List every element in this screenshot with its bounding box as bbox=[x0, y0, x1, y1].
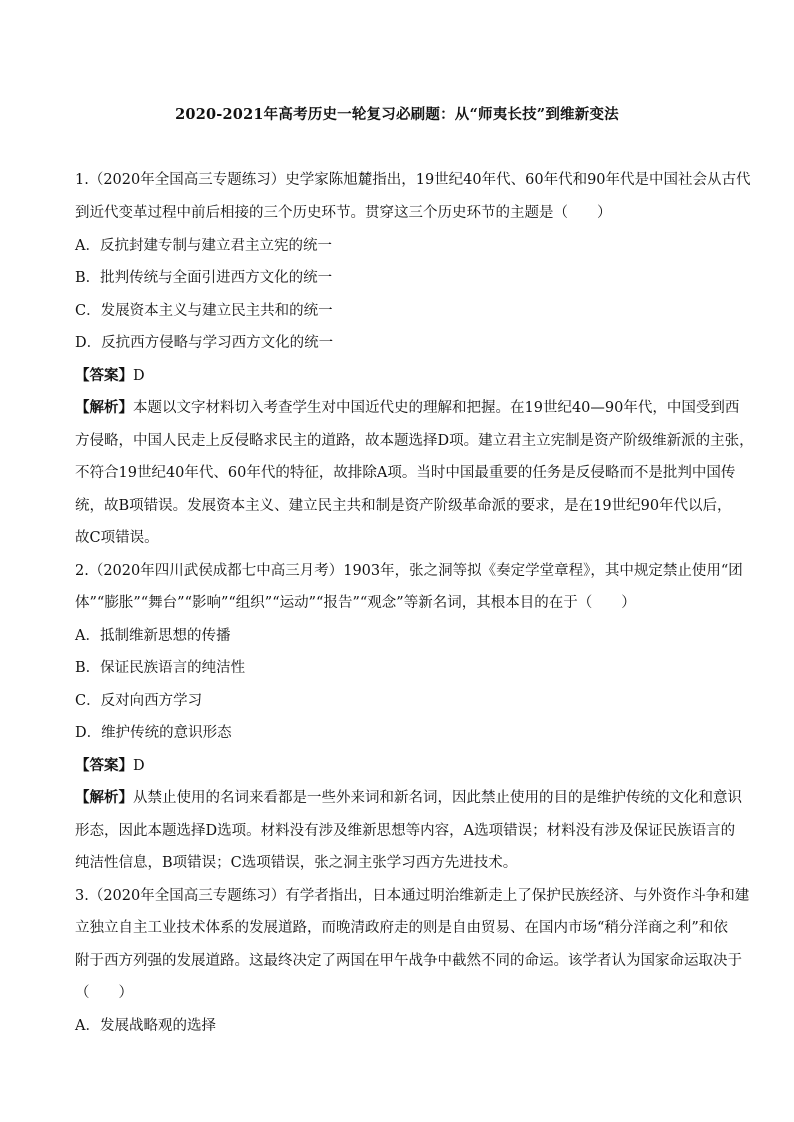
question-3-stem-line-1: 3.（2020年全国高三专题练习）有学者指出，日本通过明治维新走上了保护民族经济、与外资作斗争和建 bbox=[75, 888, 750, 904]
analysis-label: 【解析】 bbox=[75, 399, 133, 416]
question-1-analysis-line-1: 【解析】本题以文字材料切入考查学生对中国近代史的理解和把握。在19世纪40—90年代，中国受到西 bbox=[75, 399, 740, 416]
question-1-analysis-line-4: 统，故B项错误。发展资本主义、建立民主共和制是资产阶级革命派的要求，是在19世纪90年代以后， bbox=[75, 498, 732, 514]
question-1-option-b: B．批判传统与全面引进西方文化的统一 bbox=[75, 270, 333, 286]
question-2-option-b: B．保证民族语言的纯洁性 bbox=[75, 660, 246, 676]
question-2-stem-line-1: 2.（2020年四川武侯成都七中高三月考）1903年，张之洞等拟《奏定学堂章程》，其中规定禁止使用“团 bbox=[75, 563, 743, 579]
question-3-option-a: A．发展战略观的选择 bbox=[75, 1018, 216, 1034]
answer-label: 【答案】 bbox=[75, 367, 133, 384]
question-2-option-a: A．抵制维新思想的传播 bbox=[75, 628, 231, 644]
question-1-option-c: C．发展资本主义与建立民主共和的统一 bbox=[75, 303, 333, 319]
question-2-answer bbox=[75, 754, 725, 775]
question-1-option-d: D．反抗西方侵略与学习西方文化的统一 bbox=[75, 335, 334, 351]
question-3-stem-line-3: 附于西方列强的发展道路。这最终决定了两国在甲午战争中截然不同的命运。该学者认为国家命运取决于 bbox=[75, 953, 742, 969]
question-1-analysis-line-5: 故C项错误。 bbox=[75, 530, 159, 546]
question-2-option-c: C．反对向西方学习 bbox=[75, 693, 203, 709]
question-3-stem-line-2: 立独立自主工业技术体系的发展道路，而晚清政府走的则是自由贸易、在国内市场“稍分洋商之利”和依 bbox=[75, 920, 728, 936]
question-1-analysis-line-3: 不符合19世纪40年代、60年代的特征，故排除A项。当时中国最重要的任务是反侵略而不是批判中国传 bbox=[75, 465, 736, 481]
question-2-stem-line-2: 体”“膨胀”“舞台”“影响”“组织”“运动”“报告”“观念”等新名词，其根本目的在于（ ） bbox=[75, 595, 636, 611]
question-1-analysis-line-2: 方侵略，中国人民走上反侵略求民主的道路，故本题选择D项。建立君主立宪制是资产阶级维新派的主张， bbox=[75, 433, 754, 449]
question-1-stem-line-1: 1.（2020年全国高三专题练习）史学家陈旭麓指出，19世纪40年代、60年代和90年代是中国社会从古代 bbox=[75, 172, 751, 188]
question-2-analysis-line-1: 【解析】从禁止使用的名词来看都是一些外来词和新名词，因此禁止使用的目的是维护传统的文化和意识 bbox=[75, 789, 742, 806]
question-2-option-d: D．维护传统的意识形态 bbox=[75, 725, 232, 741]
question-1-answer bbox=[75, 364, 725, 385]
answer-value: D bbox=[133, 758, 145, 774]
analysis-label: 【解析】 bbox=[75, 789, 133, 806]
answer-value: D bbox=[133, 368, 145, 384]
question-1-stem-line-2: 到近代变革过程中前后相接的三个历史环节。贯穿这三个历史环节的主题是（ ） bbox=[75, 205, 612, 221]
document-title: 2020-2021年高考历史一轮复习必刷题：从“师夷长技”到维新变法 bbox=[175, 106, 619, 123]
question-3-stem-line-4: （ ） bbox=[75, 985, 133, 1001]
answer-label: 【答案】 bbox=[75, 757, 133, 774]
question-1-option-a: A．反抗封建专制与建立君主立宪的统一 bbox=[75, 238, 332, 254]
question-2-analysis-line-3: 纯洁性信息，B项错误；C选项错误，张之洞主张学习西方先进技术。 bbox=[75, 855, 518, 871]
question-2-analysis-line-2: 形态，因此本题选择D选项。材料没有涉及维新思想等内容，A选项错误；材料没有涉及保证民族语言的 bbox=[75, 823, 736, 839]
